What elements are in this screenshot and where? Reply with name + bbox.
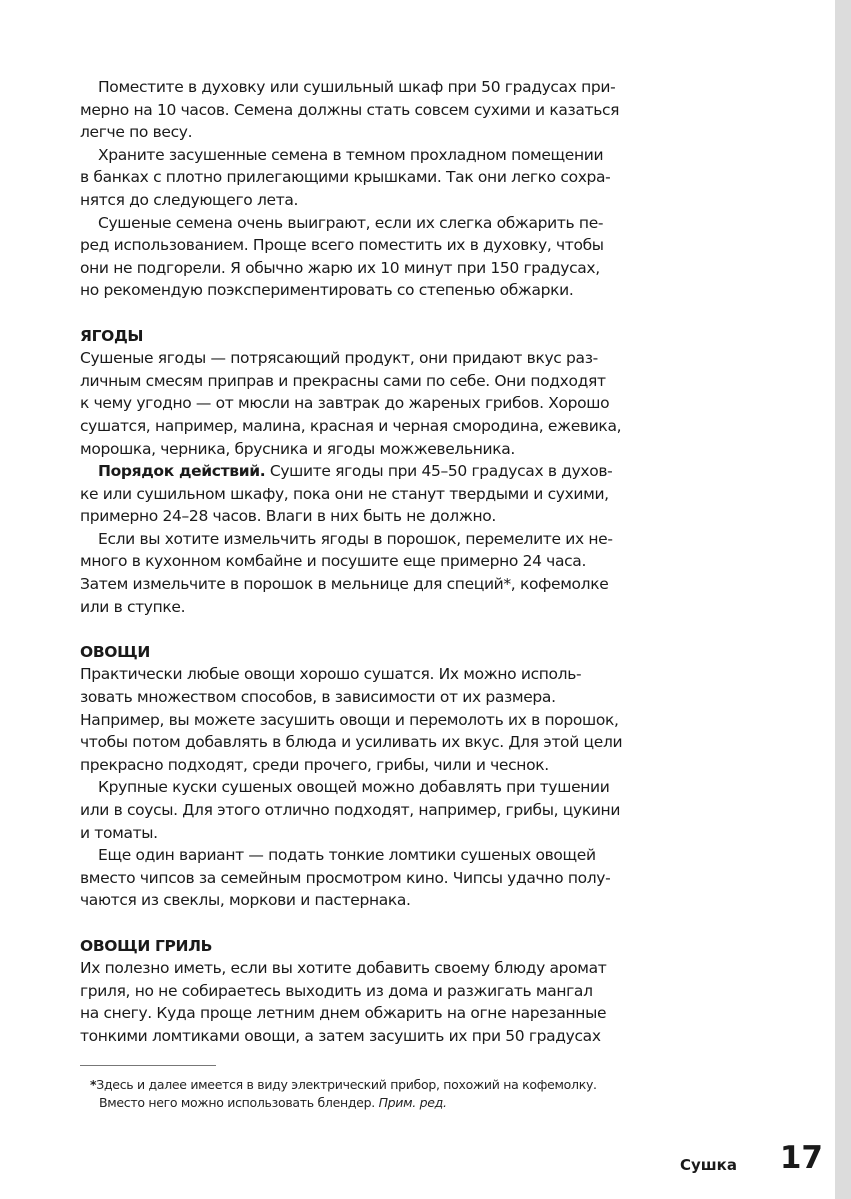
procedure-label: Порядок действий. xyxy=(98,462,266,481)
footnote-line xyxy=(90,1076,610,1094)
body-line: примерно 24–28 часов. Влаги в них быть не должно. xyxy=(80,507,496,526)
section-heading-vegetables: ОВОЩИ xyxy=(80,642,150,661)
procedure-text: Сушите ягоды при 45–50 градусах в духов- xyxy=(265,462,613,481)
body-line: ке или сушильном шкафу, пока они не станут твердыми и сухими, xyxy=(80,484,609,503)
spacer xyxy=(80,302,620,325)
body-line: мерно на 10 часов. Семена должны стать совсем сухими и казаться xyxy=(80,100,620,119)
body-line: и томаты. xyxy=(80,823,158,842)
body-line: легче по весу. xyxy=(80,123,193,142)
footnote-marker: * xyxy=(90,1077,97,1092)
procedure-line xyxy=(80,460,620,483)
section-heading-berries: ЯГОДЫ xyxy=(80,326,144,345)
body-line: вместо чипсов за семейным просмотром кино. Чипсы удачно полу- xyxy=(80,868,611,887)
footnote-divider xyxy=(80,1065,216,1066)
editor-note: Прим. ред. xyxy=(378,1095,447,1110)
footnote-line xyxy=(90,1094,610,1112)
body-text xyxy=(80,76,623,1048)
body-line: тонкими ломтиками овощи, а затем засушить их при 50 градусах xyxy=(80,1026,601,1045)
body-line: прекрасно подходят, среди прочего, грибы, чили и чеснок. xyxy=(80,755,549,774)
footnote-text: Вместо него можно использовать блендер. xyxy=(99,1095,379,1110)
spacer xyxy=(80,618,620,641)
body-line: Если вы хотите измельчить ягоды в порошок, перемелите их не- xyxy=(98,529,613,548)
body-line: к чему угодно — от мюсли на завтрак до жареных грибов. Хорошо xyxy=(80,394,610,413)
body-line: Сушеные семена очень выиграют, если их слегка обжарить пе- xyxy=(98,213,604,232)
body-line: чаются из свеклы, моркови и пастернака. xyxy=(80,891,411,910)
page-number: 17 xyxy=(779,1140,823,1176)
body-line: или в соусы. Для этого отлично подходят, например, грибы, цукини xyxy=(80,801,621,819)
body-line: или в ступке. xyxy=(80,597,186,616)
body-line: они не подгорели. Я обычно жарю их 10 минут при 150 градусах, xyxy=(80,258,600,277)
footnote xyxy=(90,1076,610,1112)
body-line: Крупные куски сушеных овощей можно добавлять при тушении xyxy=(98,778,610,797)
body-line: гриля, но не собираетесь выходить из дома и разжигать мангал xyxy=(80,981,593,1000)
body-line: зовать множеством способов, в зависимости от их размера. xyxy=(80,688,556,707)
body-line: Поместите в духовку или сушильный шкаф при 50 градусах при- xyxy=(98,78,616,96)
body-line: Сушеные ягоды — потрясающий продукт, они придают вкус раз- xyxy=(80,349,598,368)
spacer xyxy=(80,912,620,935)
body-line: чтобы потом добавлять в блюда и усиливать их вкус. Для этой цели xyxy=(80,733,623,752)
body-line: морошка, черника, брусника и ягоды можжевельника. xyxy=(80,439,515,458)
body-line: на снегу. Куда проще летним днем обжарить на огне нарезанные xyxy=(80,1004,607,1023)
body-line: сушатся, например, малина, красная и черная смородина, ежевика, xyxy=(80,416,622,435)
body-line: личным смесям приправ и прекрасны сами по себе. Они подходят xyxy=(80,371,606,390)
body-line: Практически любые овощи хорошо сушатся. Их можно исполь- xyxy=(80,665,582,684)
body-line: но рекомендую поэкспериментировать со степенью обжарки. xyxy=(80,281,574,300)
body-line: нятся до следующего лета. xyxy=(80,190,299,209)
body-line: Храните засушенные семена в темном прохладном помещении xyxy=(98,145,604,164)
body-line: Например, вы можете засушить овощи и перемолоть их в порошок, xyxy=(80,710,619,729)
body-line: Затем измельчите в порошок в мельнице для специй*, кофемолке xyxy=(80,575,609,594)
body-line: много в кухонном комбайне и посушите еще примерно 24 часа. xyxy=(80,552,587,571)
page-edge-band xyxy=(835,0,851,1199)
body-line: Еще один вариант — подать тонкие ломтики сушеных овощей xyxy=(98,846,596,865)
footnote-text: Здесь и далее имеется в виду электрический прибор, похожий на кофемолку. xyxy=(96,1077,597,1092)
running-footer-section: Сушка xyxy=(679,1156,737,1174)
body-line: в банках с плотно прилегающими крышками. Так они легко сохра- xyxy=(80,168,611,187)
section-heading-grilled: ОВОЩИ ГРИЛЬ xyxy=(80,936,213,955)
body-line: ред использованием. Проще всего поместить их в духовку, чтобы xyxy=(80,236,604,255)
body-line: Их полезно иметь, если вы хотите добавить своему блюду аромат xyxy=(80,959,607,978)
